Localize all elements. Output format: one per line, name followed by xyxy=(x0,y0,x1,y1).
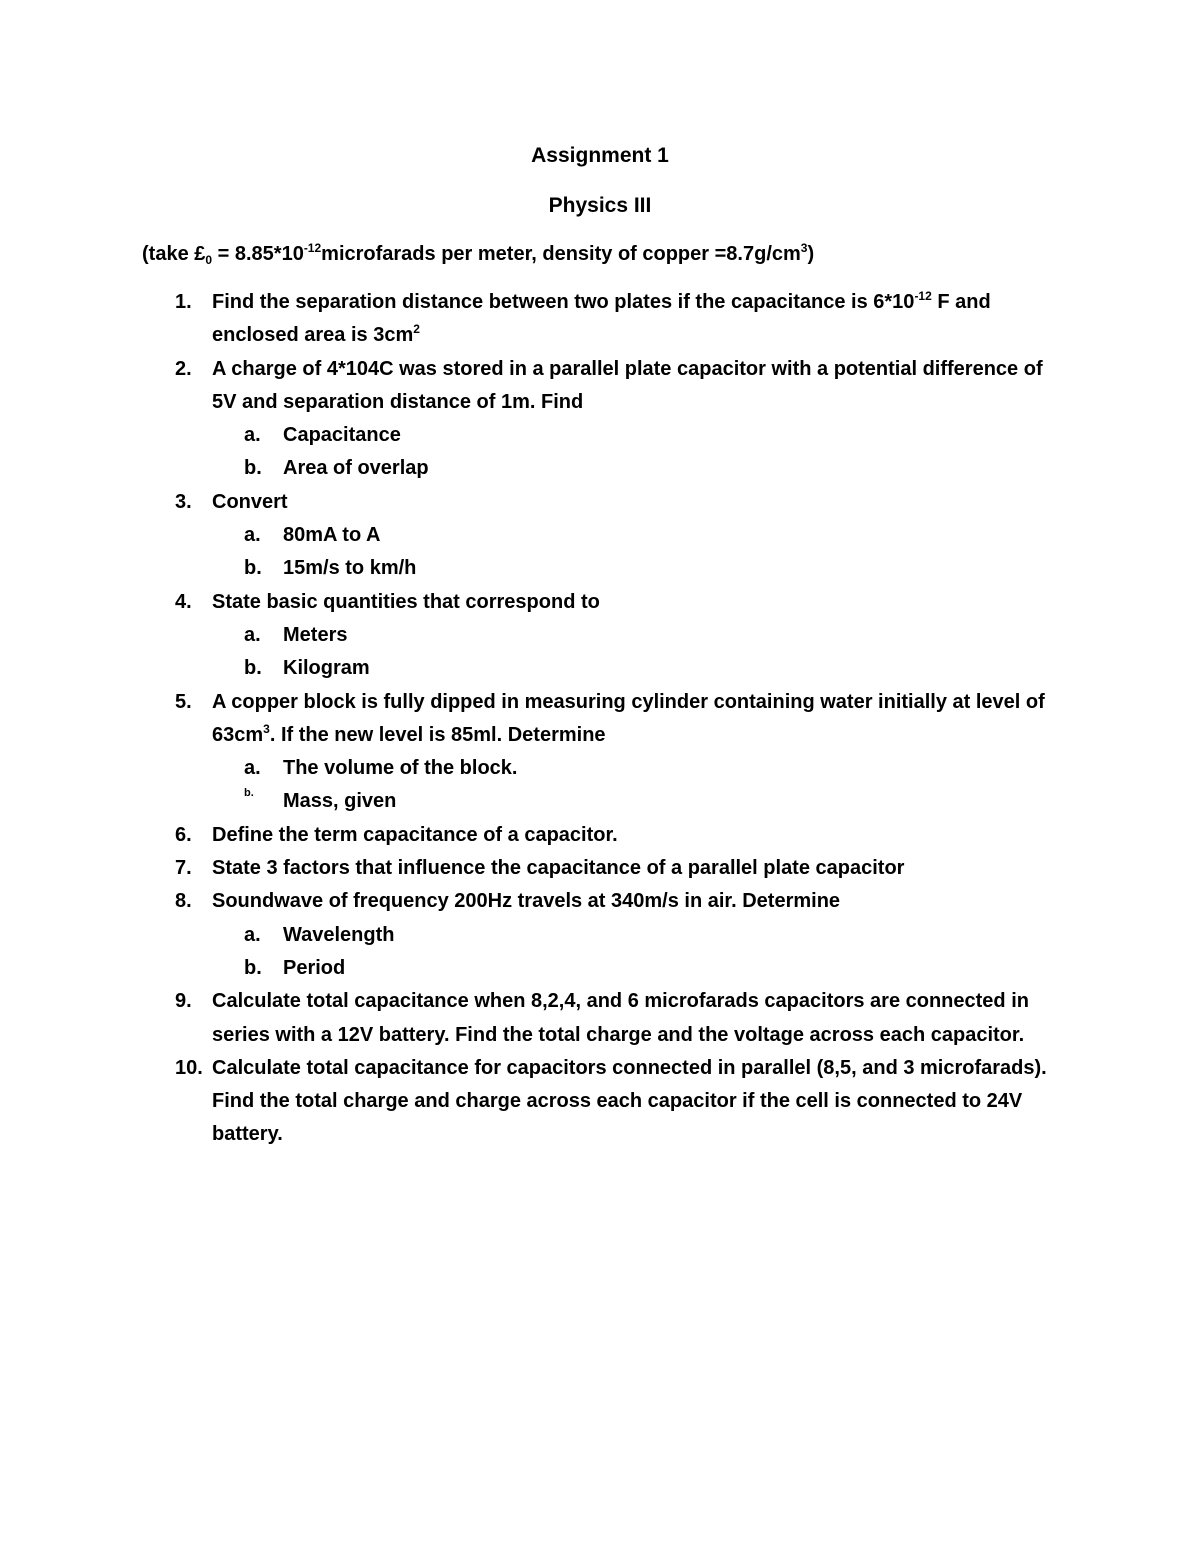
subquestion-5a xyxy=(142,752,1062,785)
subquestion-2b xyxy=(142,452,1062,485)
subquestion-2a xyxy=(142,419,1062,452)
sub-letter: b. xyxy=(244,787,254,800)
question-text: Calculate total capacitance when 8,2,4, and 6 microfarads capacitors are connected in series with a 12V battery. Find the total charge and the voltage across each capacitor. xyxy=(212,990,1029,1046)
epsilon-subscript: 0 xyxy=(205,253,213,267)
title-block xyxy=(0,140,1200,222)
sub-letter: a. xyxy=(244,757,261,780)
subquestion-3a xyxy=(142,519,1062,552)
question-text: State 3 factors that influence the capacitance of a parallel plate capacitor xyxy=(212,857,905,880)
sub-text: 15m/s to km/h xyxy=(283,557,417,580)
question-text: Define the term capacitance of a capacitor. xyxy=(212,823,618,846)
sub-letter: a. xyxy=(244,623,261,646)
sub-text: Wavelength xyxy=(283,923,395,946)
sub-text: Meters xyxy=(283,623,348,646)
question-text: A copper block is fully dipped in measuring cylinder containing water initially at level of 63cm xyxy=(212,690,1045,746)
exponent: -12 xyxy=(914,289,932,303)
question-number: 9. xyxy=(175,990,192,1013)
sub-text: Kilogram xyxy=(283,657,370,680)
question-number: 2. xyxy=(175,357,192,380)
question-1 xyxy=(142,286,1062,353)
question-number: 4. xyxy=(175,590,192,613)
question-10 xyxy=(142,1052,1062,1152)
question-7 xyxy=(142,852,1062,885)
question-text-cont: F and enclosed area is 3cm xyxy=(212,291,991,347)
sub-text: The volume of the block. xyxy=(283,757,518,780)
question-number: 10. xyxy=(175,1056,203,1079)
sub-letter: b. xyxy=(244,557,262,580)
question-number: 8. xyxy=(175,890,192,913)
question-9 xyxy=(142,985,1062,1052)
question-list xyxy=(142,286,1062,1152)
page-subtitle: Physics III xyxy=(548,194,652,217)
subquestion-8b xyxy=(142,952,1062,985)
question-text: Calculate total capacitance for capacitors connected in parallel (8,5, and 3 microfarads). Find the total charge and charge across each capacitor if the cell is connected to 24V battery. xyxy=(212,1056,1047,1146)
question-2 xyxy=(142,353,1062,420)
question-text: State basic quantities that correspond to xyxy=(212,590,600,613)
sub-text: Period xyxy=(283,956,346,979)
question-8 xyxy=(142,885,1062,918)
question-number: 5. xyxy=(175,690,192,713)
constants-middle: microfarads per meter, density of copper =8.7g/cm xyxy=(321,243,801,265)
subquestion-5b xyxy=(142,785,1062,818)
question-3 xyxy=(142,486,1062,519)
question-4 xyxy=(142,586,1062,619)
sub-text: Capacitance xyxy=(283,424,401,447)
sub-text: Mass, given xyxy=(283,790,397,813)
constants-exponent: -12 xyxy=(303,241,322,255)
question-text: A charge of 4*104C was stored in a parallel plate capacitor with a potential difference of 5V and separation distance of 1m. Find xyxy=(212,357,1043,413)
question-6 xyxy=(142,819,1062,852)
constants-equals: = 8.85*10 xyxy=(212,243,304,265)
question-5 xyxy=(142,686,1062,753)
sub-letter: a. xyxy=(244,424,261,447)
subquestion-4a xyxy=(142,619,1062,652)
question-text-cont: . If the new level is 85ml. Determine xyxy=(269,723,606,746)
constants-prefix: (take £ xyxy=(142,243,206,265)
subquestion-4b xyxy=(142,652,1062,685)
cube-superscript: 3 xyxy=(263,721,270,736)
question-text: Convert xyxy=(212,490,288,513)
question-number: 3. xyxy=(175,490,192,513)
constants-line xyxy=(142,238,814,270)
question-text: Soundwave of frequency 200Hz travels at 340m/s in air. Determine xyxy=(212,890,841,913)
question-number: 1. xyxy=(175,291,192,313)
sub-letter: a. xyxy=(244,923,261,946)
question-number: 6. xyxy=(175,823,192,846)
sub-letter: a. xyxy=(244,524,261,547)
page-title: Assignment 1 xyxy=(531,144,669,167)
square-superscript: 2 xyxy=(413,322,420,337)
constants-cube: 3 xyxy=(800,241,808,255)
sub-text: Area of overlap xyxy=(283,457,429,480)
sub-letter: b. xyxy=(244,457,262,480)
subquestion-3b xyxy=(142,552,1062,585)
constants-suffix: ) xyxy=(807,243,815,265)
sub-letter: b. xyxy=(244,956,262,979)
subquestion-8a xyxy=(142,919,1062,952)
sub-letter: b. xyxy=(244,657,262,680)
question-text: Find the separation distance between two plates if the capacitance is 6*10 xyxy=(212,291,915,313)
question-number: 7. xyxy=(175,857,192,880)
sub-text: 80mA to A xyxy=(283,524,381,547)
